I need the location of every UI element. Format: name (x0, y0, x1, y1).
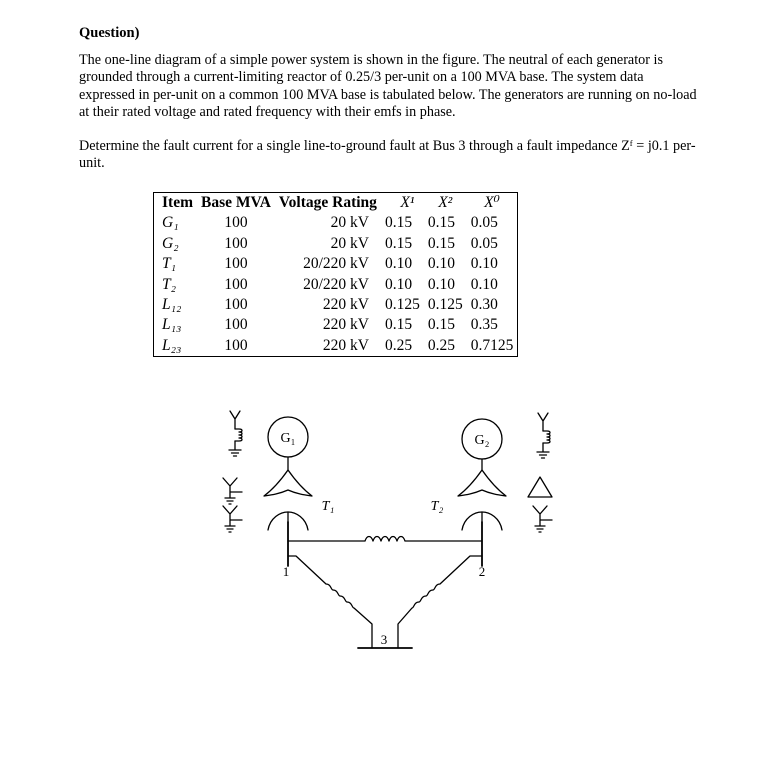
line-2-3 (398, 556, 482, 648)
transformer-2-wye-icon (533, 506, 552, 532)
bus-3-label: 3 (380, 632, 388, 647)
cell-item: T₂ (162, 275, 177, 293)
cell-item: L₁₂ (162, 296, 182, 314)
cell-voltage: 20 kV (330, 214, 369, 232)
transformer-1-primary-wye-icon (223, 478, 242, 504)
generator-1-label: G₁ (280, 431, 296, 446)
cell-x2: 0.15 (427, 214, 455, 232)
cell-voltage: 220 kV (322, 296, 369, 314)
cell-x1: 0.10 (384, 275, 413, 293)
cell-base-mva: 100 (224, 316, 248, 334)
cell-x0: 0.30 (470, 296, 498, 314)
header-voltage-rating: Voltage Rating (278, 194, 377, 211)
cell-x2: 0.25 (427, 336, 455, 354)
cell-base-mva: 100 (224, 255, 248, 273)
transformer-1-symbol (264, 470, 312, 530)
transformer-2-delta-icon (528, 477, 552, 497)
cell-x2: 0.10 (427, 275, 455, 293)
cell-x0: 0.05 (470, 214, 498, 232)
cell-voltage: 20/220 kV (303, 275, 369, 293)
cell-item: L₁₃ (162, 316, 182, 334)
header-base-mva: Base MVA (201, 194, 271, 211)
cell-x0: 0.05 (470, 234, 498, 252)
cell-x0: 0.10 (470, 275, 498, 293)
cell-x0: 0.7125 (470, 336, 514, 354)
bus-2-label: 2 (478, 564, 486, 579)
cell-item: G₂ (162, 234, 179, 252)
question-heading: Question) (79, 25, 140, 41)
generator-2-grounded-wye-icon (537, 413, 550, 458)
cell-x1: 0.15 (384, 214, 413, 232)
cell-base-mva: 100 (224, 214, 248, 232)
cell-item: G₁ (162, 214, 179, 232)
problem-task: Determine the fault current for a single line-to-ground fault at Bus 3 through a fault impedance Zᶠ = j0.1 per-unit. (79, 138, 696, 172)
cell-item: T₁ (162, 255, 177, 273)
generator-2-label: G₂ (474, 433, 490, 448)
cell-x1: 0.15 (384, 316, 413, 334)
cell-item: L₂₃ (162, 336, 182, 354)
cell-voltage: 20 kV (330, 234, 369, 252)
cell-base-mva: 100 (224, 336, 248, 354)
cell-voltage: 220 kV (322, 316, 369, 334)
transformer-1-label: T₁ (321, 499, 335, 514)
cell-x1: 0.125 (384, 296, 420, 314)
transformer-2-label: T₂ (430, 499, 444, 514)
cell-voltage: 20/220 kV (303, 255, 369, 273)
header-x2: X² (438, 194, 453, 211)
transformer-1-secondary-wye-icon (223, 506, 242, 532)
bus-1-label: 1 (282, 564, 290, 579)
cell-voltage: 220 kV (322, 336, 369, 354)
line-1-3 (288, 556, 372, 648)
cell-x1: 0.25 (384, 336, 413, 354)
header-x0: X⁰ (484, 194, 500, 211)
cell-x0: 0.10 (470, 255, 498, 273)
cell-x2: 0.15 (427, 234, 455, 252)
problem-statement: The one-line diagram of a simple power system is shown in the figure. The neutral of each generator is grounded through a current-limiting reactor of 0.25/3 per-unit on a 100 MVA base. The system data expressed in per-unit on a common 100 MVA base is tabulated below. The generators are running on no-load at their rated voltage and rated frequency with their emfs in phase. (79, 52, 697, 120)
cell-x0: 0.35 (470, 316, 498, 334)
cell-x2: 0.10 (427, 255, 455, 273)
line-1-2 (288, 537, 482, 542)
header-item: Item (162, 194, 193, 211)
cell-base-mva: 100 (224, 234, 248, 252)
cell-x1: 0.15 (384, 234, 413, 252)
cell-x2: 0.15 (427, 316, 455, 334)
generator-1-grounded-wye-icon (229, 411, 242, 456)
cell-base-mva: 100 (224, 275, 248, 293)
cell-base-mva: 100 (224, 296, 248, 314)
header-x1: X¹ (400, 194, 415, 211)
cell-x2: 0.125 (427, 296, 463, 314)
transformer-2-symbol (458, 470, 506, 530)
cell-x1: 0.10 (384, 255, 413, 273)
